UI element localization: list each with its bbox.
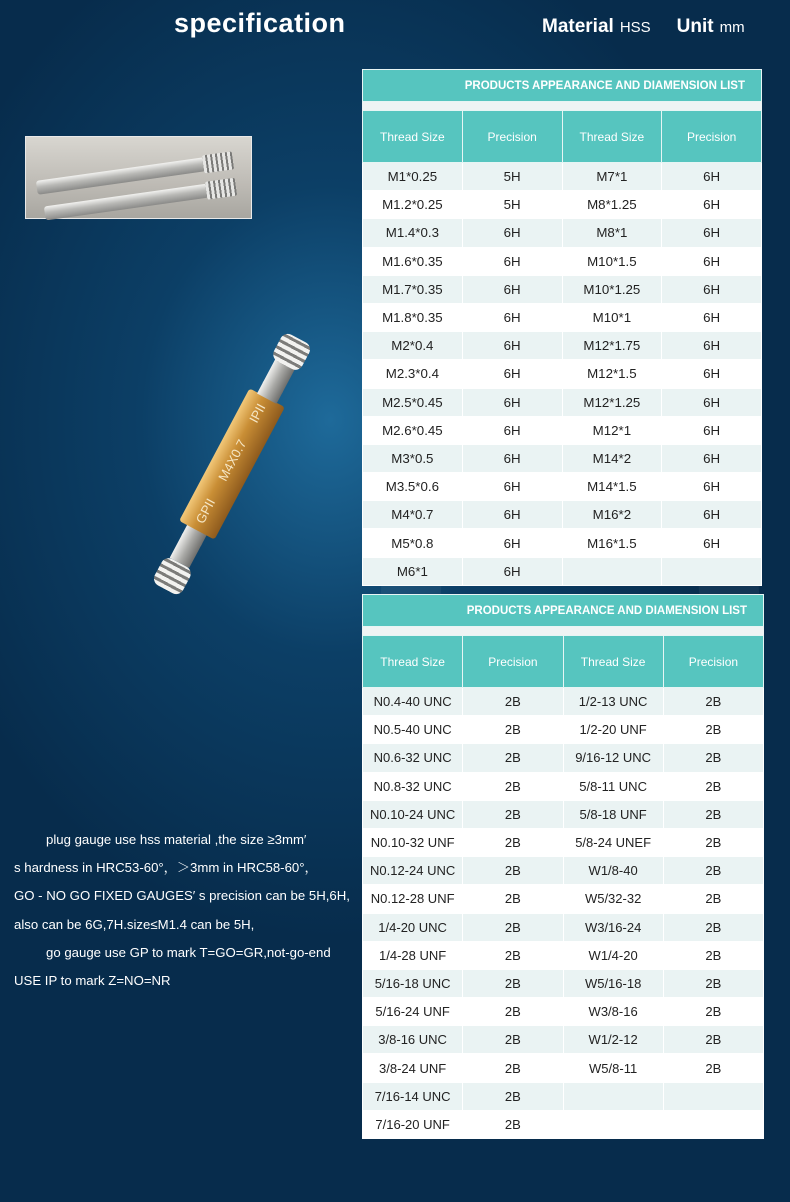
precision-cell: 6H bbox=[462, 501, 562, 529]
precision-cell: 2B bbox=[463, 1026, 563, 1054]
precision-cell: 6H bbox=[462, 388, 562, 416]
gauge-handle bbox=[179, 388, 285, 539]
table-row bbox=[363, 247, 762, 275]
precision-cell: 2B bbox=[463, 1110, 563, 1138]
table-row bbox=[363, 1054, 764, 1082]
thread-size-cell: W3/8-16 bbox=[563, 998, 663, 1026]
thread-size-cell: M1.4*0.3 bbox=[363, 219, 463, 247]
thread-size-cell: W5/8-11 bbox=[563, 1054, 663, 1082]
thread-size-cell: 9/16-12 UNC bbox=[563, 744, 663, 772]
thread-size-cell: M12*1.75 bbox=[562, 332, 662, 360]
table-row bbox=[363, 557, 762, 585]
thread-size-cell: W5/16-18 bbox=[563, 969, 663, 997]
description-text bbox=[14, 826, 359, 995]
thread-size-cell: M1.6*0.35 bbox=[363, 247, 463, 275]
precision-cell bbox=[662, 557, 762, 585]
column-header: Thread Size bbox=[363, 636, 463, 688]
precision-cell: 6H bbox=[662, 191, 762, 219]
precision-cell: 2B bbox=[663, 772, 763, 800]
thread-size-cell: N0.6-32 UNC bbox=[363, 744, 463, 772]
table-row bbox=[363, 857, 764, 885]
thread-size-cell: 5/8-18 UNF bbox=[563, 800, 663, 828]
thread-size-cell: M12*1 bbox=[562, 416, 662, 444]
precision-cell: 2B bbox=[663, 828, 763, 856]
thread-size-cell: 5/8-24 UNEF bbox=[563, 828, 663, 856]
header-specs bbox=[542, 16, 745, 38]
precision-cell: 6H bbox=[662, 303, 762, 331]
thread-size-cell: M16*2 bbox=[562, 501, 662, 529]
table-row bbox=[363, 1082, 764, 1110]
precision-cell: 2B bbox=[663, 857, 763, 885]
column-header: Precision bbox=[463, 636, 563, 688]
thread-size-cell: 5/8-11 UNC bbox=[563, 772, 663, 800]
thread-size-cell: M2.5*0.45 bbox=[363, 388, 463, 416]
thread-size-cell: N0.4-40 UNC bbox=[363, 688, 463, 716]
table-row bbox=[363, 913, 764, 941]
thread-size-cell: N0.12-24 UNC bbox=[363, 857, 463, 885]
thread-size-cell: W3/16-24 bbox=[563, 913, 663, 941]
precision-cell: 6H bbox=[662, 360, 762, 388]
thread-size-cell: N0.10-24 UNC bbox=[363, 800, 463, 828]
description-line: go gauge use GP to mark T=GO=GR,not-go-end bbox=[46, 944, 331, 960]
thread-size-cell: M12*1.25 bbox=[562, 388, 662, 416]
description-line: plug gauge use hss material ,the size ≥3mm′ bbox=[46, 832, 307, 847]
thread-size-cell: M1.7*0.35 bbox=[363, 275, 463, 303]
thread-plug-gauge bbox=[154, 347, 309, 581]
precision-cell: 2B bbox=[463, 828, 563, 856]
plug-gauge-image bbox=[72, 300, 342, 650]
precision-cell: 2B bbox=[663, 800, 763, 828]
metric-thread-table bbox=[362, 69, 762, 586]
precision-cell: 6H bbox=[462, 473, 562, 501]
thread-size-cell: M14*2 bbox=[562, 444, 662, 472]
thread-size-cell: M8*1 bbox=[562, 219, 662, 247]
description-line: s hardness in HRC53-60°，＞3mm in HRC58-60°， bbox=[14, 860, 318, 876]
thread-size-cell: M1.8*0.35 bbox=[363, 303, 463, 331]
unit-value: mm bbox=[719, 19, 745, 36]
thread-size-cell: N0.8-32 UNC bbox=[363, 772, 463, 800]
precision-cell bbox=[663, 1082, 763, 1110]
precision-cell: 2B bbox=[463, 1054, 563, 1082]
description-line: GO - NO GO FIXED GAUGES′ s precision can be 5H,6H, bbox=[14, 888, 350, 904]
precision-cell: 6H bbox=[662, 247, 762, 275]
thread-size-cell: 3/8-16 UNC bbox=[363, 1026, 463, 1054]
precision-cell: 6H bbox=[662, 473, 762, 501]
column-header: Precision bbox=[662, 111, 762, 163]
table-row bbox=[363, 444, 762, 472]
precision-cell: 2B bbox=[663, 716, 763, 744]
table-row bbox=[363, 416, 762, 444]
precision-cell: 6H bbox=[662, 416, 762, 444]
table-row bbox=[363, 163, 762, 191]
precision-cell: 2B bbox=[463, 744, 563, 772]
precision-cell: 2B bbox=[463, 716, 563, 744]
gp-mark: GPII bbox=[192, 495, 219, 526]
column-header: Thread Size bbox=[563, 636, 663, 688]
thread-size-cell: 3/8-24 UNF bbox=[363, 1054, 463, 1082]
thread-size-cell: W5/32-32 bbox=[563, 885, 663, 913]
thread-size-cell: M12*1.5 bbox=[562, 360, 662, 388]
table-row bbox=[363, 275, 762, 303]
table-row bbox=[363, 219, 762, 247]
table-row bbox=[363, 688, 764, 716]
table-row bbox=[363, 828, 764, 856]
table-row bbox=[363, 529, 762, 557]
precision-cell: 6H bbox=[662, 444, 762, 472]
table-row bbox=[363, 1110, 764, 1138]
precision-cell: 6H bbox=[462, 303, 562, 331]
description-line: USE IP to mark Z=NO=NR bbox=[14, 973, 171, 989]
thread-size-cell: M2.6*0.45 bbox=[363, 416, 463, 444]
table-title: PRODUCTS APPEARANCE AND DIAMENSION LIST bbox=[362, 594, 764, 627]
precision-cell: 2B bbox=[663, 1054, 763, 1082]
unified-thread-table bbox=[362, 594, 764, 1139]
precision-cell: 6H bbox=[662, 388, 762, 416]
thread-size-cell bbox=[563, 1110, 663, 1138]
material-label: Material bbox=[542, 16, 614, 37]
precision-cell: 6H bbox=[662, 529, 762, 557]
thread-size-cell: M10*1.25 bbox=[562, 275, 662, 303]
precision-cell: 6H bbox=[662, 332, 762, 360]
precision-cell: 2B bbox=[663, 998, 763, 1026]
thread-size-cell bbox=[562, 557, 662, 585]
precision-cell: 5H bbox=[462, 191, 562, 219]
thread-size-cell: 7/16-20 UNF bbox=[363, 1110, 463, 1138]
table-row bbox=[363, 716, 764, 744]
thread-size-cell: M4*0.7 bbox=[363, 501, 463, 529]
unit-label: Unit bbox=[676, 16, 714, 37]
table-row bbox=[363, 191, 762, 219]
precision-cell: 2B bbox=[463, 800, 563, 828]
table-row bbox=[363, 744, 764, 772]
precision-cell: 2B bbox=[463, 772, 563, 800]
size-mark: M4X0.7 bbox=[215, 436, 250, 484]
thread-size-cell bbox=[563, 1082, 663, 1110]
material-value: HSS bbox=[619, 19, 651, 36]
precision-cell: 2B bbox=[663, 885, 763, 913]
precision-cell: 6H bbox=[662, 163, 762, 191]
ip-mark: IPII bbox=[246, 401, 269, 426]
thread-size-cell: 1/2-20 UNF bbox=[563, 716, 663, 744]
precision-cell: 6H bbox=[462, 444, 562, 472]
table-row bbox=[363, 772, 764, 800]
column-header: Precision bbox=[462, 111, 562, 163]
table-row bbox=[363, 885, 764, 913]
thread-size-cell: M3*0.5 bbox=[363, 444, 463, 472]
thread-size-cell: 1/4-20 UNC bbox=[363, 913, 463, 941]
thread-size-cell: M3.5*0.6 bbox=[363, 473, 463, 501]
precision-cell: 2B bbox=[463, 913, 563, 941]
precision-cell: 2B bbox=[463, 857, 563, 885]
metric-thread-grid bbox=[362, 110, 762, 586]
table-row bbox=[363, 800, 764, 828]
thread-size-cell: M14*1.5 bbox=[562, 473, 662, 501]
precision-cell: 6H bbox=[462, 529, 562, 557]
thread-size-cell: M1.2*0.25 bbox=[363, 191, 463, 219]
thread-size-cell: M10*1 bbox=[562, 303, 662, 331]
column-header: Thread Size bbox=[562, 111, 662, 163]
table-row bbox=[363, 501, 762, 529]
thread-size-cell: W1/8-40 bbox=[563, 857, 663, 885]
table-row bbox=[363, 941, 764, 969]
thread-size-cell: M7*1 bbox=[562, 163, 662, 191]
thread-size-cell: 5/16-24 UNF bbox=[363, 998, 463, 1026]
table-row bbox=[363, 303, 762, 331]
thread-size-cell: N0.10-32 UNF bbox=[363, 828, 463, 856]
precision-cell: 2B bbox=[663, 969, 763, 997]
thread-size-cell: 1/2-13 UNC bbox=[563, 688, 663, 716]
thread-size-cell: 7/16-14 UNC bbox=[363, 1082, 463, 1110]
precision-cell: 2B bbox=[463, 688, 563, 716]
precision-cell: 2B bbox=[463, 941, 563, 969]
description-line: also can be 6G,7H.size≤M1.4 can be 5H, bbox=[14, 916, 255, 932]
table-row bbox=[363, 969, 764, 997]
precision-cell: 6H bbox=[662, 219, 762, 247]
precision-cell: 2B bbox=[463, 885, 563, 913]
thread-size-cell: N0.12-28 UNF bbox=[363, 885, 463, 913]
precision-cell: 2B bbox=[663, 913, 763, 941]
unified-thread-grid bbox=[362, 635, 764, 1139]
precision-cell: 6H bbox=[462, 219, 562, 247]
thread-size-cell: 1/4-28 UNF bbox=[363, 941, 463, 969]
table-row bbox=[363, 332, 762, 360]
precision-cell: 2B bbox=[663, 941, 763, 969]
table-title: PRODUCTS APPEARANCE AND DIAMENSION LIST bbox=[362, 69, 762, 102]
precision-cell: 6H bbox=[462, 332, 562, 360]
precision-cell: 2B bbox=[463, 969, 563, 997]
precision-cell: 6H bbox=[462, 360, 562, 388]
table-row bbox=[363, 998, 764, 1026]
thread-size-cell: M2.3*0.4 bbox=[363, 360, 463, 388]
thread-size-cell: M10*1.5 bbox=[562, 247, 662, 275]
precision-cell: 2B bbox=[663, 1026, 763, 1054]
precision-cell: 5H bbox=[462, 163, 562, 191]
precision-cell: 6H bbox=[662, 275, 762, 303]
table-row bbox=[363, 473, 762, 501]
thread-size-cell: W1/2-12 bbox=[563, 1026, 663, 1054]
precision-cell: 6H bbox=[462, 557, 562, 585]
product-thumbnail-image bbox=[25, 136, 252, 219]
precision-cell: 2B bbox=[663, 744, 763, 772]
column-header: Precision bbox=[663, 636, 763, 688]
table-row bbox=[363, 360, 762, 388]
thread-size-cell: N0.5-40 UNC bbox=[363, 716, 463, 744]
thread-size-cell: M6*1 bbox=[363, 557, 463, 585]
thread-size-cell: M16*1.5 bbox=[562, 529, 662, 557]
thread-size-cell: M5*0.8 bbox=[363, 529, 463, 557]
table-row bbox=[363, 1026, 764, 1054]
precision-cell: 2B bbox=[663, 688, 763, 716]
precision-cell: 2B bbox=[463, 1082, 563, 1110]
thread-size-cell: W1/4-20 bbox=[563, 941, 663, 969]
thread-size-cell: M1*0.25 bbox=[363, 163, 463, 191]
thread-size-cell: M8*1.25 bbox=[562, 191, 662, 219]
column-header: Thread Size bbox=[363, 111, 463, 163]
thread-size-cell: M2*0.4 bbox=[363, 332, 463, 360]
precision-cell: 6H bbox=[462, 247, 562, 275]
precision-cell: 2B bbox=[463, 998, 563, 1026]
page-title: specification bbox=[174, 8, 346, 38]
precision-cell: 6H bbox=[462, 275, 562, 303]
precision-cell bbox=[663, 1110, 763, 1138]
table-row bbox=[363, 388, 762, 416]
precision-cell: 6H bbox=[662, 501, 762, 529]
thread-size-cell: 5/16-18 UNC bbox=[363, 969, 463, 997]
precision-cell: 6H bbox=[462, 416, 562, 444]
